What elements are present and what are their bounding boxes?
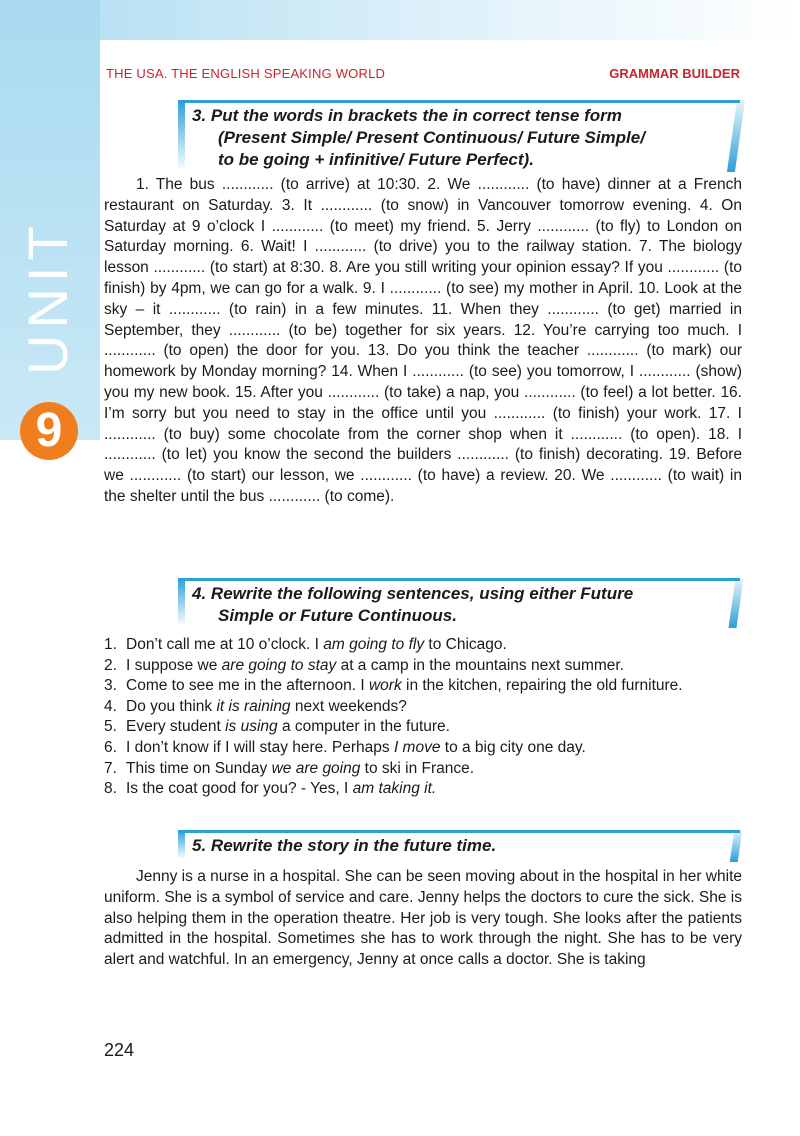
page-number: 224 [104, 1040, 135, 1060]
list-item: 3. Come to see me in the afternoon. I work in the kitchen, repairing the old furniture. [104, 677, 683, 695]
exercise-5-number: 5. [192, 836, 207, 855]
exercise-4-title-line1: Rewrite the following sentences, using either Future [210, 584, 634, 603]
exercise-3-title-line1: Put the words in brackets the in correct tense form [210, 106, 622, 125]
exercise-3-text: 1. The bus ............ (to arrive) at 10:30. 2. We ............ (to have) dinner at a French restaurant on Saturday. 3. It ............ (to snow) in Vancouver tomorrow evening. 4. On Saturday at 9 o’clock I ............ (to meet) my friend. 5. Jerry ............ (to fly) to London on Saturday morning. 6. Wait! I ............ (to drive) you to the railway station. 7. The biology lesson ............ (to start) at 8:30. 8. Are you still writing your opinion essay? If you ............ (to finish) by 4pm, we can go for a walk. 9. I ............ (to see) my mother in April. 10. Look at the sky – it ............ (to rain) in a few minutes. 11. When they ............ (to get) married in September, they ............ (to be) together for six years. 12. You’re carrying too much. I ............ (to open) the door for you. 13. Do you think the teacher ............ (to mark) our homework by Monday morning? 14. When I ............ (to see) you tomorrow, I ............ (show) you my new book. 15. After you ............ (to take) a nap, you ............ (to feel) a lot better. 16. I’m sorry but you need to stay in the office until you ............ (to finish) your work. 17. I ............ (to buy) some chocolate from the corner shop when it ............ (to open). 18. I ............ (to let) you know the second the builders ............ (to finish) decorating. 19. Before we ............ (to start) our lesson, we ............ (to have) a review. 20. We ............ (to wait) in the shelter until the bus ............ (to come). [104, 176, 742, 505]
list-item: 7. This time on Sunday we are going to ski in France. [104, 759, 475, 777]
unit-label: UNIT [16, 220, 79, 375]
exercise-3-heading [178, 100, 740, 168]
exercise-3-number: 3. [192, 106, 207, 125]
list-item: 5. Every student is using a computer in the future. [104, 718, 450, 736]
list-item: 8. Is the coat good for you? - Yes, I am taking it. [104, 780, 437, 798]
exercise-5-title-line1: Rewrite the story in the future time. [210, 836, 497, 855]
unit-number-badge: 9 [20, 402, 78, 460]
running-header-category: GRAMMAR BUILDER [609, 66, 740, 81]
list-item: 2. I suppose we are going to stay at a camp in the mountains next summer. [104, 656, 625, 674]
exercise-5-text: Jenny is a nurse in a hospital. She can be seen moving about in the hospital in her white uniform. She is a symbol of service and care. Jenny helps the doctors to cure the sick. She is also helping them in the operation theatre. Her job is very tough. She looks after the patients admitted in the hospital. Sometimes she has to work through the night. She has to be very alert and watchful. In an emergency, Jenny at once calls a doctor. She is taking [104, 868, 742, 969]
exercise-5-heading [178, 830, 740, 858]
list-item: 6. I don’t know if I will stay here. Perhaps I move to a big city one day. [104, 738, 586, 756]
running-header-section: THE USA. THE ENGLISH SPEAKING WORLD [106, 66, 386, 81]
header-band [100, 0, 800, 40]
exercise-4-list [104, 635, 744, 800]
exercise-4-title-line2: Simple or Future Continuous. [218, 606, 457, 625]
list-item: 1. Don’t call me at 10 o’clock. I am going to fly to Chicago. [104, 636, 507, 653]
exercise-4-heading [178, 578, 740, 624]
exercise-4-number: 4. [192, 584, 207, 603]
exercise-3-title-line2: (Present Simple/ Present Continuous/ Future Simple/ [218, 128, 645, 147]
exercise-3-title-line3: to be going + infinitive/ Future Perfect). [218, 150, 534, 169]
list-item: 4. Do you think it is raining next weekends? [104, 697, 407, 715]
